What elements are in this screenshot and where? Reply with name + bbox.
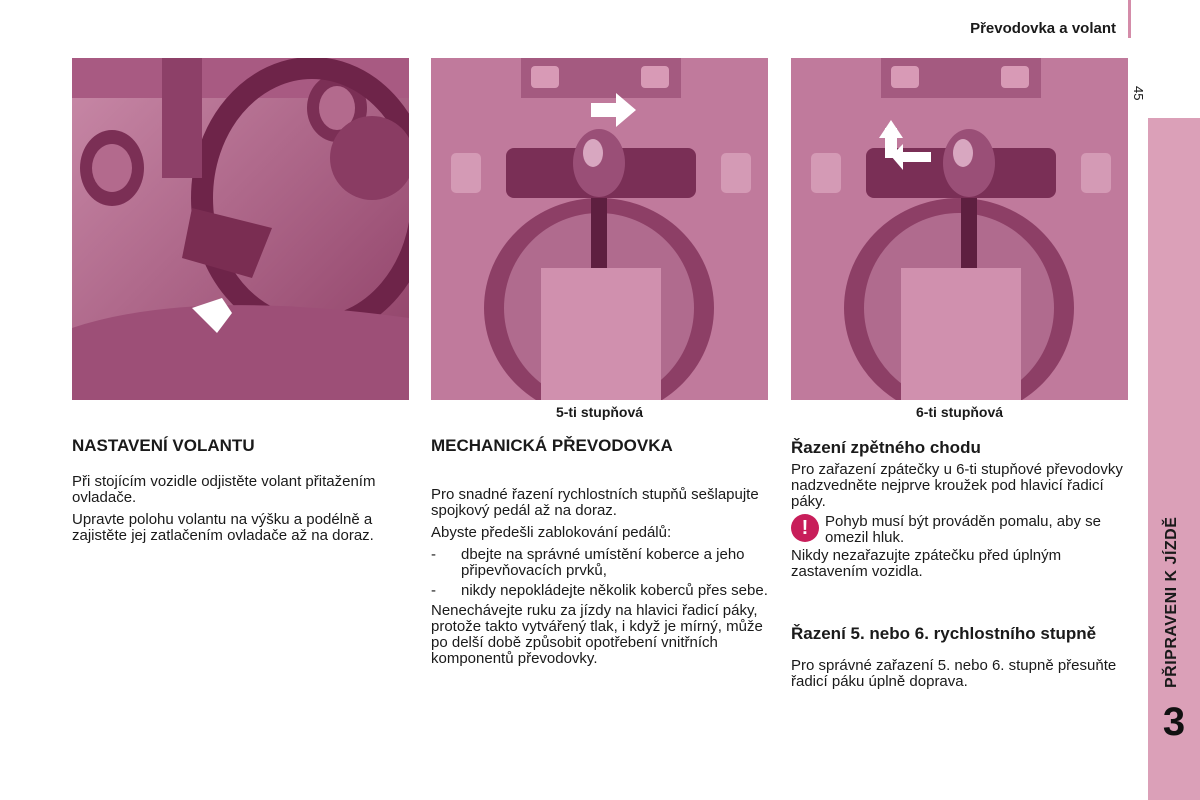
six-speed-lever-photo bbox=[791, 58, 1128, 400]
chapter-number: 3 bbox=[1162, 700, 1186, 744]
reverse-paragraph-1: Pro zařazení zpátečky u 6-ti stupňové převodovky nadzvedněte nejprve kroužek pod hlavicí řadicí páky. bbox=[791, 461, 1123, 510]
warning-icon: ! bbox=[791, 514, 819, 542]
chapter-title: PŘIPRAVENI K JÍZDĚ bbox=[1163, 516, 1180, 688]
list-item bbox=[431, 547, 771, 579]
warning-text: Pohyb musí být prováděn pomalu, aby se omezil hluk. bbox=[825, 513, 1101, 546]
steering-section bbox=[72, 438, 392, 550]
steering-paragraph-1: Při stojícím vozidle odjistěte volant přitažením ovladače. bbox=[72, 473, 376, 506]
gearbox-section bbox=[431, 438, 771, 673]
list-bullet: - bbox=[431, 546, 436, 563]
reverse-section bbox=[791, 440, 1136, 586]
gear56-paragraph-1: Pro správné zařazení 5. nebo 6. stupně přesuňte řadicí páku úplně doprava. bbox=[791, 657, 1117, 690]
five-speed-lever-photo bbox=[431, 58, 768, 400]
warning-note bbox=[791, 514, 1136, 546]
figure-caption-five-speed: 5-ti stupňová bbox=[555, 404, 644, 420]
list-item-text: dbejte na správné umístění koberce a jeho připevňovacích prvků, bbox=[461, 546, 745, 579]
steering-heading: NASTAVENÍ VOLANTU bbox=[72, 436, 255, 455]
steering-wheel-photo bbox=[72, 58, 409, 400]
list-item bbox=[431, 583, 771, 599]
page-number: 45 bbox=[1131, 86, 1146, 101]
figure-caption-six-speed: 6-ti stupňová bbox=[915, 404, 1004, 420]
gearbox-paragraph-3: Nenechávejte ruku za jízdy na hlavici řadicí páky, protože takto vytvářený tlak, i když je mírný, může po delší době způsobit opotřebení vnitřních komponentů převodovky. bbox=[431, 602, 763, 667]
gear56-heading: Řazení 5. nebo 6. rychlostního stupně bbox=[791, 624, 1097, 643]
reverse-paragraph-2: Nikdy nezařazujte zpátečku před úplným zastavením vozidla. bbox=[791, 547, 1062, 580]
list-bullet: - bbox=[431, 582, 436, 599]
gear56-section bbox=[791, 626, 1136, 696]
gearbox-paragraph-1: Pro snadné řazení rychlostních stupňů sešlapujte spojkový pedál až na doraz. bbox=[431, 486, 759, 519]
gearbox-paragraph-2: Abyste předešli zablokování pedálů: bbox=[431, 524, 672, 541]
list-item-text: nikdy nepokládejte několik koberců přes sebe. bbox=[461, 582, 768, 599]
reverse-heading: Řazení zpětného chodu bbox=[791, 438, 981, 457]
gearbox-heading: MECHANICKÁ PŘEVODOVKA bbox=[431, 436, 673, 455]
page-header-title: Převodovka a volant bbox=[970, 20, 1116, 37]
steering-paragraph-2: Upravte polohu volantu na výšku a podélně a zajistěte jej zatlačením ovladače až na doraz. bbox=[72, 511, 374, 544]
header-rule bbox=[1128, 0, 1131, 38]
